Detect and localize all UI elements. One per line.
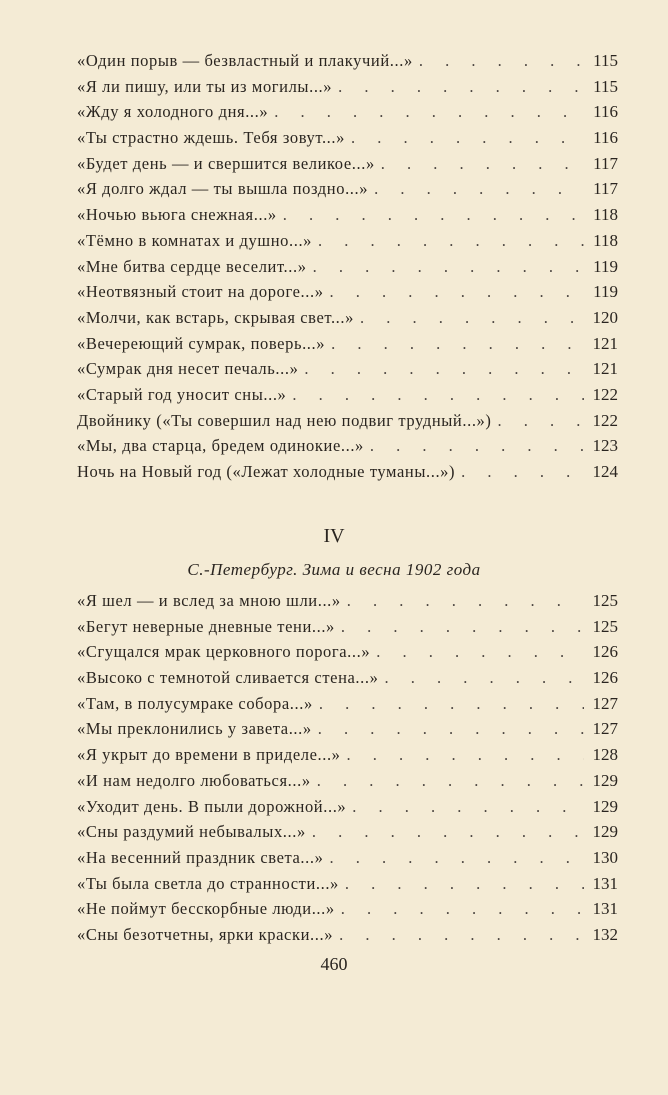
toc-entry [77,719,618,745]
toc-entry [77,308,618,334]
toc-entry [77,771,618,797]
toc-entry [77,745,618,771]
toc-entry [77,899,618,925]
toc-entry-page: 115 [593,51,618,70]
toc-entry-page: 128 [592,745,618,765]
toc-entry-page: 119 [593,282,618,302]
toc-entry [77,668,618,694]
dot-leader [381,154,584,174]
toc-entry-title: «Мы, два старца, бредем одинокие...» [77,436,364,456]
toc-entry [77,102,618,128]
dot-leader [329,848,584,868]
toc-entry-page: 125 [592,616,618,636]
toc-entry-title: Ночь на Новый год («Лежат холодные туманы...») [77,462,456,481]
dot-leader [318,231,584,251]
dot-leader [376,642,584,662]
toc-entry [77,385,618,411]
dot-leader [352,797,584,817]
toc-entry-page: 124 [592,462,618,481]
toc-entry-title: «Высоко с темнотой сливается стена...» [77,668,379,688]
toc-entry-title: «Старый год уносит сны...» [77,384,287,404]
toc-entry-title: «Неотвязный стоит на дороге...» [77,282,324,302]
dot-leader [347,745,584,765]
toc-entry [77,51,618,77]
toc-entry-page: 129 [592,822,618,842]
toc-entry-page: 122 [592,384,618,404]
dot-leader [419,51,584,71]
dot-leader [312,822,584,842]
dot-leader [274,102,584,122]
toc-entry [77,77,618,103]
toc-entry-page: 129 [592,796,618,816]
section-number: IV [323,525,345,547]
toc-entry [77,231,618,257]
toc-entry-title: «Вечереющий сумрак, поверь...» [77,333,326,353]
toc-entry-page: 121 [592,333,618,353]
toc-entry-page: 122 [592,410,618,430]
toc-entry-title: «Ты страстно ждешь. Тебя зовут...» [77,128,345,148]
toc-entry-title: «Сны раздумий небывалых...» [77,822,306,842]
toc-entry [77,617,618,643]
dot-leader [341,617,584,637]
toc-entry-page: 119 [593,256,618,276]
toc-entry-title: «Не поймут бесскорбные люди...» [77,899,335,919]
toc-entry-page: 118 [593,230,618,250]
toc-entry [77,462,618,488]
section-subtitle: С.-Петербург. Зима и весна 1902 года [187,560,481,579]
toc-entry-page: 131 [592,873,618,893]
toc-entry [77,411,618,437]
toc-entry-page: 116 [593,102,618,122]
toc-entry-page: 126 [592,642,618,662]
toc-entry [77,694,618,720]
toc-entry [77,436,618,462]
toc-entry-page: 118 [593,205,618,225]
toc-entry-title: «Я долго ждал — ты вышла поздно...» [77,179,369,199]
toc-entry [77,874,618,900]
toc-entry-page: 116 [593,128,618,148]
toc-entry-title: «И нам недолго любоваться...» [77,770,311,790]
dot-leader [338,77,584,97]
toc-entry-title: «Сны безотчетны, ярки краски...» [77,924,334,944]
toc-section-iv-list [77,591,618,951]
dot-leader [498,411,585,431]
toc-entry-title: «Там, в полусумраке собора...» [77,693,313,713]
toc-entry [77,334,618,360]
toc-entry [77,205,618,231]
toc-entry-page: 125 [592,591,618,610]
dot-leader [292,385,584,405]
toc-entry-title: «Бегут неверные дневные тени...» [77,616,335,636]
toc-entry-title: «Ночью вьюга снежная...» [77,205,277,225]
toc-entry-title: Двойнику («Ты совершил над нею подвиг трудный...») [77,410,492,430]
toc-entry-title: «Один порыв — безвластный и плакучий...» [77,51,413,70]
toc-entry [77,154,618,180]
toc-entry-title: «Мне битва сердце веселит...» [77,256,307,276]
dot-leader [304,359,584,379]
dot-leader [384,668,584,688]
toc-entry-page: 132 [592,924,618,944]
toc-entry-title: «Я укрыт до времени в приделе...» [77,745,341,765]
toc-entry [77,282,618,308]
toc-entry-title: «Сумрак дня несет печаль...» [77,359,299,379]
page-number: 460 [320,954,348,974]
toc-entry [77,822,618,848]
toc-entry-title: «Мы преклонились у завета...» [77,719,312,739]
toc-entry-page: 127 [592,719,618,739]
toc-entry-page: 117 [593,179,618,199]
dot-leader [360,308,584,328]
toc-entry-page: 131 [592,899,618,919]
toc-entry-title: «Я ли пишу, или ты из могилы...» [77,76,333,96]
toc-entry-title: «Жду я холодного дня...» [77,102,269,122]
dot-leader [341,899,584,919]
toc-entry-page: 127 [592,693,618,713]
toc-entry [77,128,618,154]
toc-entry-title: «Тёмно в комнатах и душно...» [77,230,313,250]
toc-section-iii-list [77,51,618,488]
toc-entry-page: 126 [592,668,618,688]
toc-entry-page: 120 [592,307,618,327]
toc-entry-title: «Сгущался мрак церковного порога...» [77,642,371,662]
toc-entry-page: 123 [592,436,618,456]
toc-entry [77,642,618,668]
toc-entry-page: 129 [592,770,618,790]
toc-entry [77,591,618,617]
toc-entry [77,925,618,951]
toc-entry-title: «Уходит день. В пыли дорожной...» [77,796,347,816]
dot-leader [374,179,584,199]
toc-entry [77,179,618,205]
dot-leader [330,282,584,302]
toc-entry [77,848,618,874]
toc-entry [77,257,618,283]
dot-leader [283,205,584,225]
dot-leader [317,771,584,791]
toc-entry [77,797,618,823]
dot-leader [370,436,584,456]
dot-leader [313,257,584,277]
dot-leader [351,128,584,148]
toc-entry-page: 117 [593,153,618,173]
dot-leader [319,694,584,714]
toc-entry-title: «На весенний праздник света...» [77,847,324,867]
toc-entry-title: «Ты была светла до странности...» [77,873,339,893]
dot-leader [339,925,584,945]
toc-entry-title: «Я шел — и вслед за мною шли...» [77,591,341,610]
toc-entry [77,359,618,385]
dot-leader [461,462,584,482]
dot-leader [331,334,584,354]
dot-leader [347,591,584,611]
toc-entry-title: «Молчи, как встарь, скрывая свет...» [77,307,354,327]
dot-leader [318,719,584,739]
toc-entry-page: 130 [592,847,618,867]
toc-entry-page: 121 [592,359,618,379]
toc-entry-page: 115 [593,76,618,96]
toc-entry-title: «Будет день — и свершится великое...» [77,153,375,173]
dot-leader [345,874,584,894]
